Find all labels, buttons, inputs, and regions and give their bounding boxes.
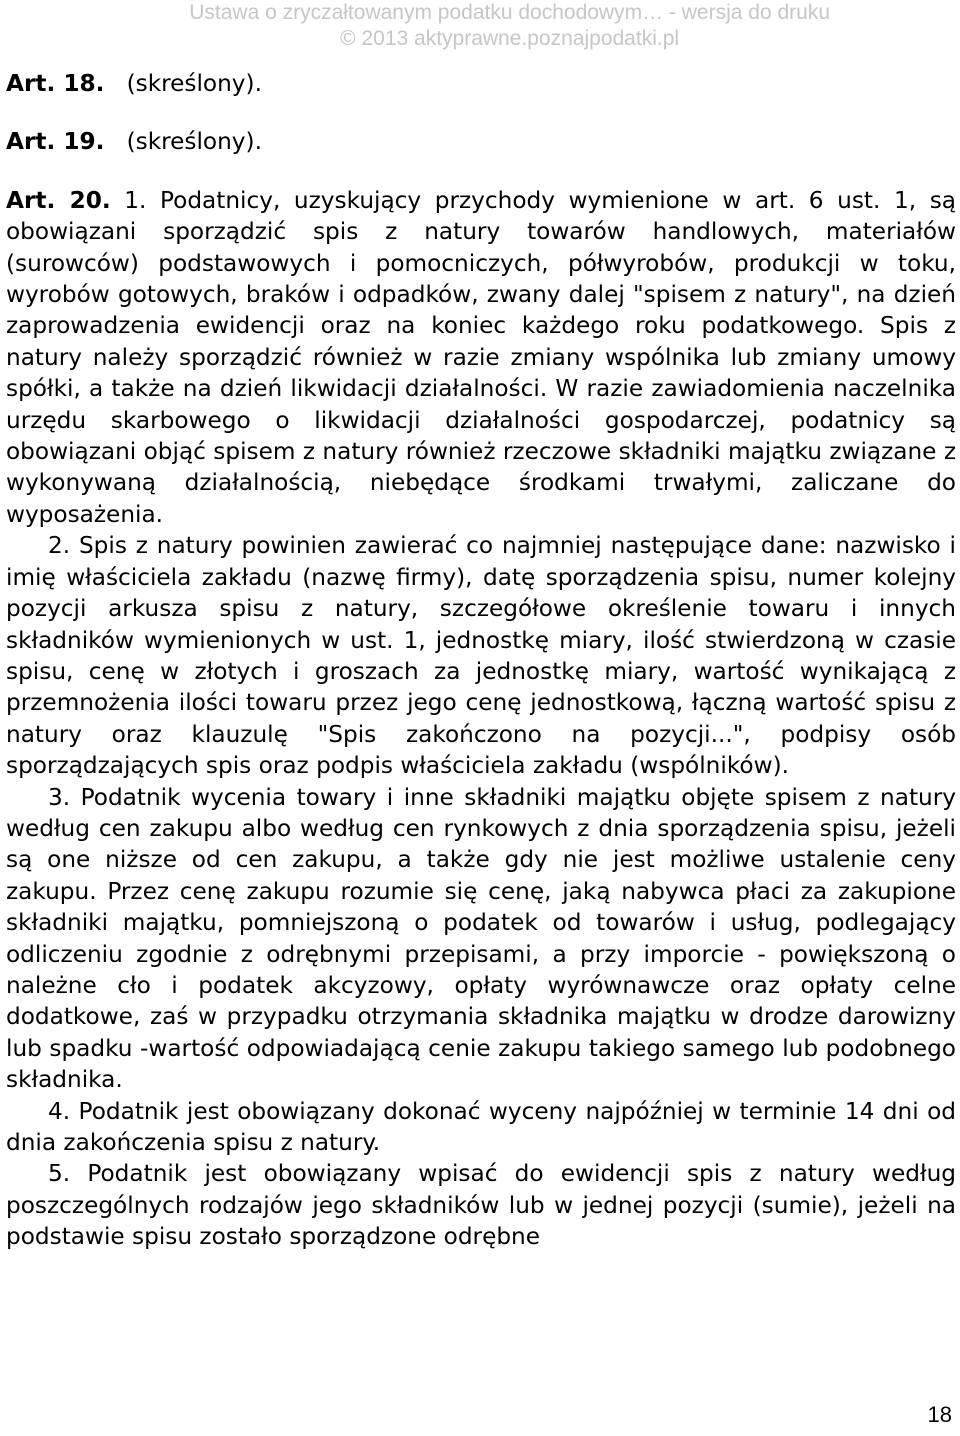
article-20-paragraph-4: 4. Podatnik jest obowiązany dokonać wyceny najpóźniej w terminie 14 dni od dnia zakończenia spisu z natury.: [6, 1097, 956, 1156]
header-copyright: © 2013 aktyprawne.poznajpodatki.pl: [340, 27, 680, 50]
article-19: [6, 126, 956, 157]
header-title: Ustawa o zryczałtowanym podatku dochodowym… - wersja do druku: [189, 1, 830, 24]
article-20-paragraph-1: [6, 185, 956, 530]
document-body: [6, 68, 956, 1253]
article-20-paragraph-3: 3. Podatnik wycenia towary i inne składniki majątku objęte spisem z natury według cen zakupu albo według cen rynkowych z dnia sporządzenia spisu, jeżeli są one niższe od cen zakupu, a także gdy nie jest możliwe ustalenie ceny zakupu. Przez cenę zakupu rozumie się cenę, jaką nabywca płaci za zakupione składniki majątku, pomniejszoną o podatek od towarów i usług, podlegający odliczeniu zgodnie z odrębnymi przepisami, a przy imporcie - powiększoną o należne cło i podatek akcyzowy, opłaty wyrównawcze oraz opłaty celne dodatkowe, zaś w przypadku otrzymania składnika majątku w drodze darowizny lub spadku -wartość odpowiadającą cenie zakupu takiego samego lub podobnego składnika.: [6, 783, 956, 1094]
article-text: (skreślony).: [126, 128, 262, 156]
article-18: [6, 68, 956, 99]
article-label: Art. 20.: [6, 186, 111, 214]
page-number: 18: [927, 1402, 952, 1427]
article-label: Art. 18.: [6, 70, 105, 97]
article-20-paragraph-5: 5. Podatnik jest obowiązany wpisać do ewidencji spis z natury według poszczególnych rodzajów jego składników lub w jednej pozycji (sumie), jeżeli na podstawie spisu zostało sporządzone odrębne: [6, 1160, 956, 1251]
document-header: [189, 0, 830, 52]
article-20-paragraph-2: 2. Spis z natury powinien zawierać co najmniej następujące dane: nazwisko i imię właściciela zakładu (nazwę firmy), datę sporządzenia spisu, numer kolejny pozycji arkusza spisu z natury, szczegółowe określenie towaru i innych składników wymienionych w ust. 1, jednostkę miary, ilość stwierdzoną w czasie spisu, cenę w złotych i groszach za jednostkę miary, wartość wynikającą z przemnożenia ilości towaru przez jego cenę jednostkową, łączną wartość spisu z natury oraz klauzulę "Spis zakończono na pozycji...", podpisy osób sporządzających spis oraz podpis właściciela zakładu (wspólników).: [6, 532, 956, 780]
article-label: Art. 19.: [6, 128, 105, 156]
paragraph-text: 1. Podatnicy, uzyskujący przychody wymienione w art. 6 ust. 1, są obowiązani sporządzić spis z natury towarów handlowych, materiałów (surowców) podstawowych i pomocniczych, półwyrobów, produkcji w toku, wyrobów gotowych, braków i odpadków, zwany dalej "spisem z natury", na dzień zaprowadzenia ewidencji oraz na koniec każdego roku podatkowego. Spis z natury należy sporządzić również w razie zmiany wspólnika lub zmiany umowy spółki, a także na dzień likwidacji działalności. W razie zawiadomienia naczelnika urzędu skarbowego o likwidacji działalności gospodarczej, podatnicy są obowiązani objąć spisem z natury również rzeczowe składniki majątku związane z wykonywaną działalnością, niebędące środkami trwałymi, zaliczane do wyposażenia.: [6, 186, 956, 528]
article-text: (skreślony).: [126, 70, 262, 97]
